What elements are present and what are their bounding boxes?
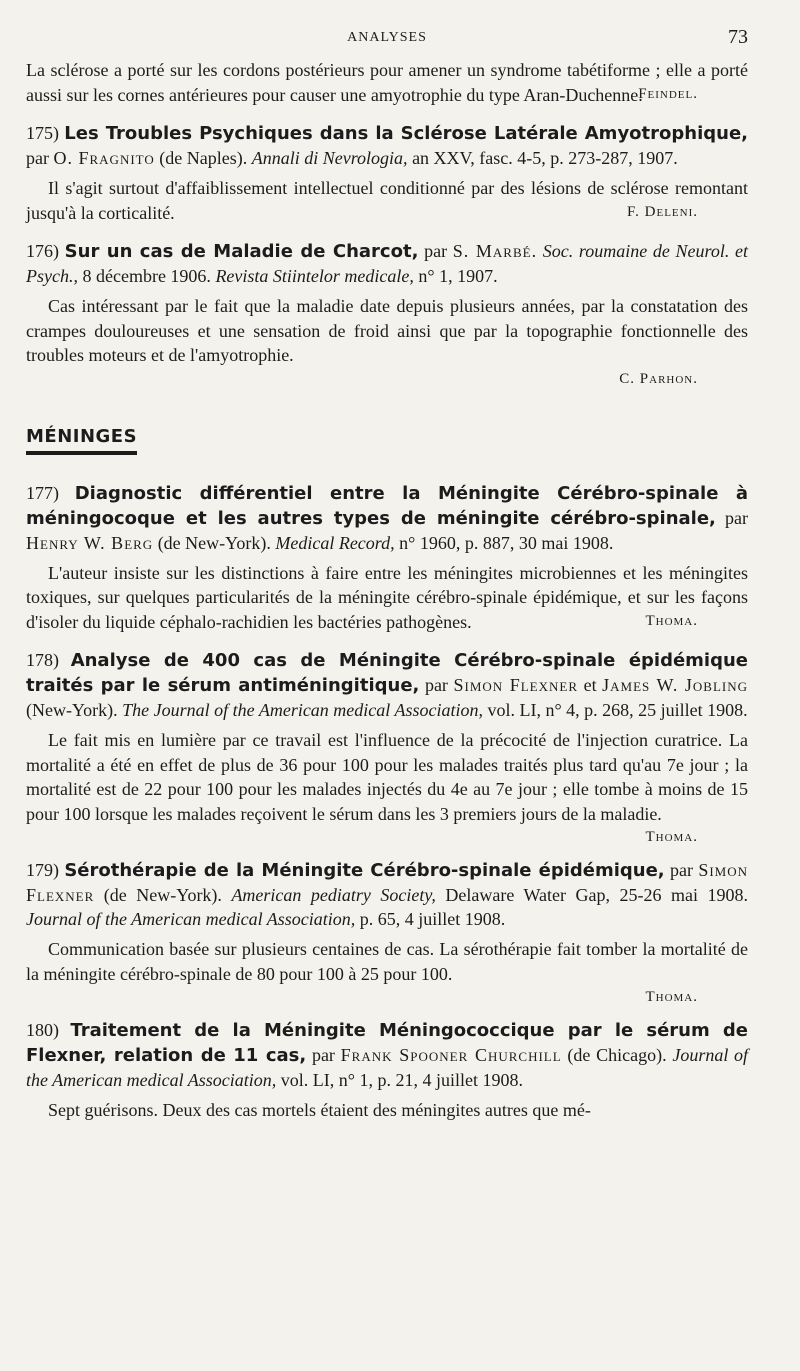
entry-177: [26, 481, 748, 555]
entry-title: Les Troubles Psychiques dans la Sclérose Latérale Amyotrophique,: [64, 123, 749, 144]
conjunction: et: [583, 675, 597, 695]
entry-heading: [26, 648, 748, 722]
entry-177-reviewer: Thoma.: [645, 613, 698, 629]
entry-author: Simon Flexner: [453, 675, 579, 695]
entry-179-reviewer: Thoma.: [645, 989, 698, 1005]
entry-title: Analyse de 400 cas de Méningite Cérébro-spinale épidémique traités par le sérum antiméningitique,: [26, 650, 749, 696]
entry-180: [26, 1018, 748, 1092]
entry-179: [26, 858, 748, 931]
entry-journal: Soc. roumaine de Neurol. et Psych.,: [26, 241, 749, 286]
entry-location: (de Chicago).: [567, 1045, 667, 1065]
entry-number: 179): [26, 860, 59, 880]
entry-journal-2: Journal of the American medical Association,: [26, 909, 356, 929]
by-word: par: [424, 675, 448, 695]
entry-176-summary: Cas intéressant par le fait que la maladie date depuis plusieurs années, par la constatation des crampes douloureuses et une sensation de froid ainsi que par la topographie fonctionnelle des troubles moteurs et de l'amyotrophie.: [26, 296, 748, 365]
by-word: par: [311, 1045, 335, 1065]
entry-178-reviewer: Thoma.: [645, 829, 698, 845]
intro-paragraph: La sclérose a porté sur les cordons postérieurs pour amener un syndrome tabétiforme ; elle a porté aussi sur les cornes antérieures pour causer une amyotrophie du type Aran-Duchenne.: [26, 60, 748, 105]
entry-author-2: James W. Jobling: [602, 675, 749, 695]
entry-reference: n° 1960, p. 887, 30 mai 1908.: [399, 532, 614, 553]
entry-176-reviewer: C. Parhon.: [619, 370, 698, 387]
entry-175-summary: Il s'agit surtout d'affaiblissement intellectuel conditionné par des lésions de sclérose remontant jusqu'à la corticalité.: [26, 178, 748, 223]
entry-reference: vol. LI, n° 4, p. 268, 25 juillet 1908.: [487, 700, 748, 720]
entry-heading: [26, 239, 748, 288]
entry-reference-2: n° 1, 1907.: [418, 266, 498, 286]
entry-number: 177): [26, 482, 59, 503]
entry-heading: [26, 858, 748, 931]
entry-reference: 8 décembre 1906.: [82, 266, 211, 286]
entry-journal-2: Revista Stiintelor medicale,: [215, 266, 414, 286]
entry-title: Sérothérapie de la Méningite Cérébro-spinale épidémique,: [64, 860, 665, 881]
by-word: par: [424, 241, 448, 261]
entry-heading: [26, 121, 748, 170]
entry-author: Simon Flexner: [26, 860, 749, 905]
entry-location: (de New-York).: [157, 532, 271, 553]
entry-journal: Medical Record,: [275, 532, 395, 553]
entry-reference: an XXV, fasc. 4-5, p. 273-287, 1907.: [412, 148, 678, 168]
running-head: ANALYSES: [347, 30, 427, 45]
entry-title: Sur un cas de Maladie de Charcot,: [64, 241, 419, 262]
page-header: [26, 26, 748, 50]
entry-journal: The Journal of the American medical Association,: [122, 700, 483, 720]
entry-175: [26, 121, 748, 170]
entry-location: (de Naples).: [159, 148, 248, 168]
entry-number: 180): [26, 1020, 59, 1040]
by-word: par: [670, 860, 693, 880]
entry-heading: [26, 481, 748, 555]
entry-journal: Annali di Nevrologia,: [251, 148, 408, 168]
entry-author: O. Fragnito: [53, 148, 155, 168]
by-word: par: [26, 148, 49, 168]
entry-journal: American pediatry Society,: [231, 885, 436, 905]
by-word: par: [725, 507, 749, 528]
entry-location: (de New-York).: [103, 885, 222, 905]
entry-journal: Journal of the American medical Association,: [26, 1045, 749, 1090]
entry-number: 176): [26, 241, 59, 261]
entry-title: Traitement de la Méningite Méningococcique par le sérum de Flexner, relation de 11 cas,: [26, 1020, 749, 1066]
entry-number: 178): [26, 650, 59, 670]
entry-175-reviewer: F. Deleni.: [627, 204, 698, 220]
entry-number: 175): [26, 123, 59, 143]
entry-author: S. Marbé.: [452, 241, 538, 261]
entry-heading: [26, 1018, 748, 1092]
entry-178: [26, 648, 748, 722]
entry-reference-2: p. 65, 4 juillet 1908.: [359, 909, 506, 929]
page-content: [26, 58, 748, 1123]
entry-reference: vol. LI, n° 1, p. 21, 4 juillet 1908.: [280, 1070, 523, 1090]
entry-176: [26, 239, 748, 288]
section-heading: MÉNINGES: [26, 426, 137, 455]
page-number: 73: [728, 26, 748, 48]
entry-location: (New-York).: [26, 700, 118, 720]
entry-reference: Delaware Water Gap, 25-26 mai 1908.: [445, 885, 749, 905]
entry-author: Henry W. Berg: [26, 532, 154, 553]
entry-title: Diagnostic différentiel entre la Méningite Cérébro-spinale à méningocoque et les autres types de méningite cérébro-spinale,: [26, 482, 749, 529]
entry-178-summary: Le fait mis en lumière par ce travail est l'influence de la précocité de l'injection curatrice. La mortalité a été en effet de plus de 36 pour 100 pour les malades traités plus tard qu'au 7e jour ; la mortalité est de 22 pour 100 pour les malades injectés du 4e au 7e jour ; elle tombe à moins de 15 pour 100 lorsque les malades reçoivent le sérum dans les 3 premiers jours de la maladie.: [26, 730, 748, 824]
intro-author: Feindel.: [638, 86, 698, 102]
entry-180-summary: Sept guérisons. Deux des cas mortels étaient des méningites autres que mé-: [48, 1100, 591, 1120]
entry-179-summary: Communication basée sur plusieurs centaines de cas. La sérothérapie fait tomber la mortalité de la méningite cérébro-spinale de 80 pour 100 à 25 pour 100.: [26, 939, 748, 984]
entry-author: Frank Spooner Churchill: [340, 1045, 562, 1065]
entry-177-summary: L'auteur insiste sur les distinctions à faire entre les méningites microbiennes et les méningites toxiques, sur quelques particularités de la méningite cérébro-spinale épidémique, et sur les façons d'isoler du liquide céphalo-rachidien les bactéries pathogènes.: [26, 562, 748, 632]
